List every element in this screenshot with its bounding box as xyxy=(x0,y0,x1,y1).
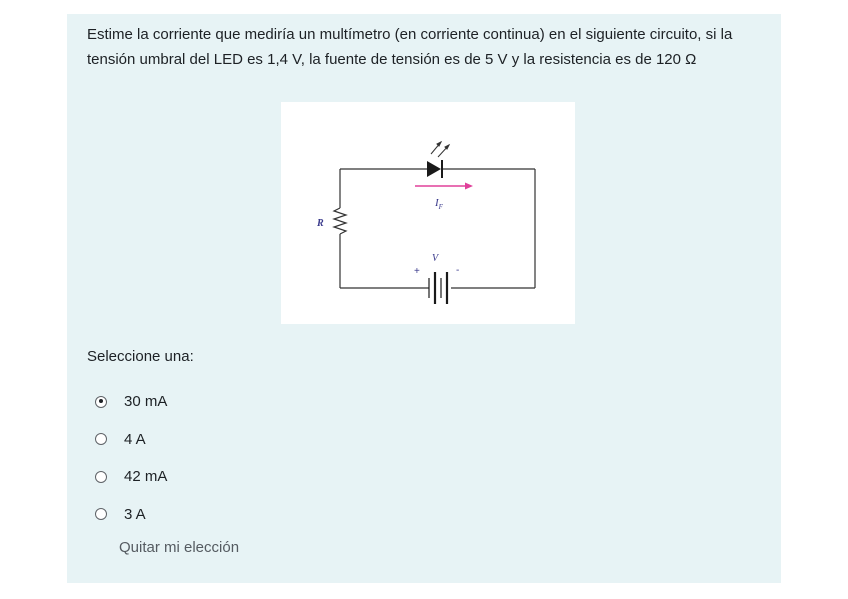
answer-option-30ma[interactable] xyxy=(95,383,167,421)
battery-plus-label: + xyxy=(414,266,420,277)
answer-label: 3 A xyxy=(124,505,146,523)
resistor-label: R xyxy=(317,218,324,229)
battery-minus-label: - xyxy=(456,265,460,276)
circuit-figure xyxy=(281,102,575,324)
question-text: Estime la corriente que mediría un multímetro (en corriente continua) en el siguiente circuito, si la tensión umbral del LED es 1,4 V, la fuente de tensión es de 5 V y la resistencia es de 120 Ω xyxy=(87,26,733,68)
voltage-label: V xyxy=(432,253,439,264)
radio-button[interactable] xyxy=(95,471,107,483)
answer-label: 4 A xyxy=(124,430,146,448)
battery-icon xyxy=(429,272,447,304)
resistor-zigzag xyxy=(334,208,346,234)
radio-button-selected[interactable] xyxy=(95,396,107,408)
answer-option-42ma[interactable] xyxy=(95,458,167,496)
answer-option-3a[interactable] xyxy=(95,496,167,534)
answer-label: 30 mA xyxy=(124,393,168,411)
current-label: $I_F$ xyxy=(435,197,443,211)
radio-button[interactable] xyxy=(95,433,107,445)
question-card xyxy=(67,14,781,583)
answer-option-4a[interactable] xyxy=(95,421,167,459)
clear-choice-link[interactable]: Quitar mi elección xyxy=(119,539,240,556)
select-prompt: Seleccione una: xyxy=(87,348,194,365)
answer-label: 42 mA xyxy=(124,468,168,486)
led-diode xyxy=(427,160,442,178)
light-emission-arrows xyxy=(431,142,449,157)
current-arrow xyxy=(415,183,473,190)
circuit-diagram xyxy=(281,102,575,324)
answer-options xyxy=(95,383,167,533)
radio-button[interactable] xyxy=(95,508,107,520)
